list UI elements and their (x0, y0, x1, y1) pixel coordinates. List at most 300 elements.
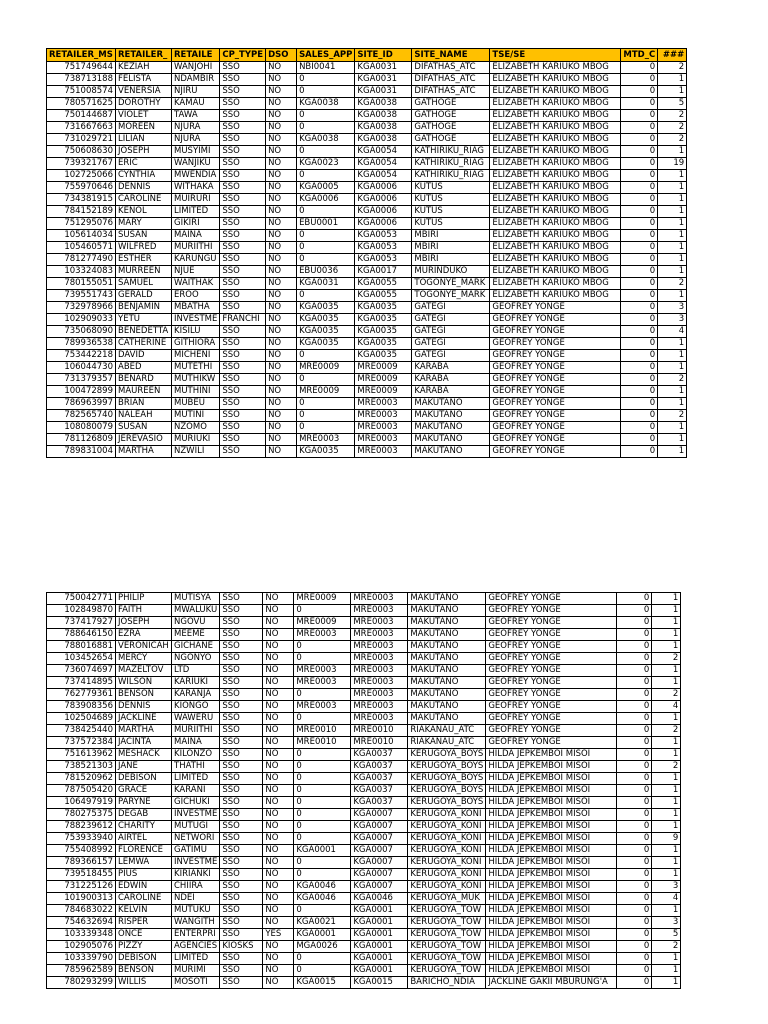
table-cell[interactable]: KGA0035 (355, 326, 412, 338)
table-cell[interactable]: NO (266, 122, 297, 134)
table-cell[interactable]: 784152189 (47, 206, 116, 218)
table-cell[interactable]: KIOSKS (220, 941, 263, 953)
table-cell[interactable]: MICHENI (172, 350, 220, 362)
table-cell[interactable]: MURIITHI (172, 242, 220, 254)
table-cell[interactable]: KARABA (412, 386, 490, 398)
table-cell[interactable]: FELISTA (116, 74, 172, 86)
table-cell[interactable]: MBIRI (412, 242, 490, 254)
table-cell[interactable]: 0 (621, 254, 658, 266)
table-cell[interactable]: KGA0031 (355, 86, 412, 98)
table-cell[interactable]: NJIRU (172, 86, 220, 98)
table-cell[interactable]: DIFATHAS_ATC (412, 62, 490, 74)
table-cell[interactable]: GATEGI (412, 338, 490, 350)
table-cell[interactable]: KGA0038 (355, 98, 412, 110)
table-cell[interactable]: 0 (621, 158, 658, 170)
table-cell[interactable]: SSO (220, 917, 263, 929)
table-cell[interactable]: NO (266, 86, 297, 98)
table-cell[interactable]: MURIITHI (172, 725, 220, 737)
table-cell[interactable]: KGA0037 (351, 797, 408, 809)
table-cell[interactable]: 0 (621, 98, 658, 110)
table-cell[interactable]: MRE0003 (294, 665, 351, 677)
table-cell[interactable]: SSO (220, 809, 263, 821)
table-cell[interactable]: GIKIRI (172, 218, 220, 230)
table-cell[interactable]: ENTERPRI (172, 929, 220, 941)
table-cell[interactable]: KERUGOYA_TOW (408, 965, 486, 977)
table-cell[interactable]: 1 (652, 977, 681, 989)
table-cell[interactable]: MRE0009 (355, 362, 412, 374)
table-cell[interactable]: 788646150 (47, 629, 116, 641)
table-cell[interactable]: SSO (220, 953, 263, 965)
table-cell[interactable]: 0 (617, 929, 652, 941)
table-cell[interactable]: 1 (652, 605, 681, 617)
table-cell[interactable]: MEEME (172, 629, 220, 641)
table-cell[interactable]: 0 (294, 713, 351, 725)
table-cell[interactable]: 750042771 (47, 593, 116, 605)
table-cell[interactable]: 0 (294, 809, 351, 821)
table-cell[interactable]: 0 (621, 302, 658, 314)
table-cell[interactable]: 4 (652, 893, 681, 905)
table-cell[interactable]: GEOFREY YONGE (486, 641, 617, 653)
table-cell[interactable]: HILDA JEPKEMBOI MISOI (486, 965, 617, 977)
table-cell[interactable]: LEMWA (116, 857, 172, 869)
table-cell[interactable]: KERUGOYA_KONI (408, 845, 486, 857)
table-cell[interactable]: NO (263, 749, 294, 761)
table-cell[interactable]: KGA0001 (351, 905, 408, 917)
table-cell[interactable]: 0 (294, 857, 351, 869)
table-cell[interactable]: NO (266, 446, 297, 458)
table-cell[interactable]: 0 (621, 74, 658, 86)
table-cell[interactable]: CATHERINE (116, 338, 172, 350)
table-cell[interactable]: KGA0001 (351, 917, 408, 929)
table-cell[interactable]: KGA0007 (351, 833, 408, 845)
table-cell[interactable]: BENEDETTA (116, 326, 172, 338)
table-cell[interactable]: KGA0007 (351, 857, 408, 869)
table-cell[interactable]: GRACE (116, 785, 172, 797)
table-cell[interactable]: KGA0023 (297, 158, 355, 170)
table-cell[interactable]: KGA0007 (351, 809, 408, 821)
table-cell[interactable]: KERUGOYA_BOYS (408, 761, 486, 773)
table-cell[interactable]: NO (266, 182, 297, 194)
table-cell[interactable]: MURIMI (172, 965, 220, 977)
table-cell[interactable]: GEOFREY YONGE (490, 338, 621, 350)
table-cell[interactable]: SSO (220, 218, 266, 230)
table-cell[interactable]: SSO (220, 893, 263, 905)
table-cell[interactable]: 1 (658, 146, 687, 158)
table-cell[interactable]: MUBEU (172, 398, 220, 410)
table-cell[interactable]: 103452654 (47, 653, 116, 665)
table-cell[interactable]: MAINA (172, 737, 220, 749)
table-cell[interactable]: NO (266, 326, 297, 338)
table-cell[interactable]: NGOVU (172, 617, 220, 629)
table-cell[interactable]: ELIZABETH KARIUKO MBOG (490, 278, 621, 290)
table-cell[interactable]: NO (266, 194, 297, 206)
table-cell[interactable]: SSO (220, 206, 266, 218)
table-cell[interactable]: NDAMBIR (172, 74, 220, 86)
table-cell[interactable]: NO (266, 134, 297, 146)
table-cell[interactable]: KGA0007 (351, 881, 408, 893)
table-cell[interactable]: 0 (294, 953, 351, 965)
table-cell[interactable]: NO (266, 146, 297, 158)
table-cell[interactable]: KGA0037 (351, 773, 408, 785)
table-cell[interactable]: KERUGOYA_KONI (408, 869, 486, 881)
table-cell[interactable]: WILSON (116, 677, 172, 689)
table-cell[interactable]: 0 (617, 641, 652, 653)
table-cell[interactable]: 100472899 (47, 386, 116, 398)
table-cell[interactable]: SUSAN (116, 422, 172, 434)
table-cell[interactable]: AIRTEL (116, 833, 172, 845)
table-cell[interactable]: 1 (658, 398, 687, 410)
table-cell[interactable]: KERUGOYA_BOYS (408, 797, 486, 809)
table-cell[interactable]: SSO (220, 641, 263, 653)
table-cell[interactable]: NO (263, 833, 294, 845)
table-cell[interactable]: KGA0035 (355, 302, 412, 314)
table-cell[interactable]: NO (266, 314, 297, 326)
table-cell[interactable]: GATEGI (412, 302, 490, 314)
table-cell[interactable]: 0 (297, 410, 355, 422)
table-cell[interactable]: SSO (220, 254, 266, 266)
table-cell[interactable]: NO (263, 953, 294, 965)
table-cell[interactable]: ELIZABETH KARIUKO MBOG (490, 194, 621, 206)
table-cell[interactable]: HILDA JEPKEMBOI MISOI (486, 929, 617, 941)
table-cell[interactable]: 731667663 (47, 122, 116, 134)
table-cell[interactable]: NJURA (172, 122, 220, 134)
table-cell[interactable]: KGA0046 (294, 893, 351, 905)
table-cell[interactable]: MRE0003 (355, 410, 412, 422)
table-cell[interactable]: GATEGI (412, 326, 490, 338)
table-cell[interactable]: 102905076 (47, 941, 116, 953)
table-cell[interactable]: JEREVASIO (116, 434, 172, 446)
table-cell[interactable]: MRE0003 (351, 593, 408, 605)
table-cell[interactable]: SSO (220, 398, 266, 410)
table-cell[interactable]: MAKUTANO (412, 398, 490, 410)
table-cell[interactable]: NO (263, 653, 294, 665)
table-cell[interactable]: 762779361 (47, 689, 116, 701)
table-cell[interactable]: LIMITED (172, 953, 220, 965)
table-cell[interactable]: SSO (220, 374, 266, 386)
table-cell[interactable]: RIAKANAU_ATC (408, 725, 486, 737)
table-cell[interactable]: INVESTME (172, 809, 220, 821)
table-cell[interactable]: 2 (658, 62, 687, 74)
table-cell[interactable]: 102909033 (47, 314, 116, 326)
table-cell[interactable]: 1 (658, 362, 687, 374)
table-cell[interactable]: 1 (652, 665, 681, 677)
table-cell[interactable]: NO (263, 845, 294, 857)
table-cell[interactable]: GEOFREY YONGE (490, 362, 621, 374)
table-cell[interactable]: KGA0001 (351, 941, 408, 953)
table-cell[interactable]: GEOFREY YONGE (490, 374, 621, 386)
table-cell[interactable]: 0 (297, 374, 355, 386)
table-cell[interactable]: NO (266, 266, 297, 278)
table-cell[interactable]: SSO (220, 86, 266, 98)
table-cell[interactable]: SSO (220, 134, 266, 146)
table-cell[interactable]: NJUE (172, 266, 220, 278)
table-cell[interactable]: KGA0038 (355, 122, 412, 134)
table-cell[interactable]: NO (266, 74, 297, 86)
table-cell[interactable]: KGA0038 (355, 134, 412, 146)
table-cell[interactable]: JOSEPH (116, 146, 172, 158)
table-cell[interactable]: NO (263, 905, 294, 917)
table-cell[interactable]: GEOFREY YONGE (486, 593, 617, 605)
table-cell[interactable]: SSO (220, 170, 266, 182)
table-cell[interactable]: MRE0003 (351, 689, 408, 701)
table-cell[interactable]: SSO (220, 230, 266, 242)
table-cell[interactable]: SSO (220, 62, 266, 74)
table-cell[interactable]: 755970646 (47, 182, 116, 194)
table-cell[interactable]: MBATHA (172, 302, 220, 314)
table-cell[interactable]: MRE0003 (297, 434, 355, 446)
table-cell[interactable]: KGA0037 (351, 785, 408, 797)
table-cell[interactable]: GEOFREY YONGE (490, 386, 621, 398)
table-cell[interactable]: NO (266, 218, 297, 230)
table-cell[interactable]: MRE0003 (355, 434, 412, 446)
table-cell[interactable]: 0 (297, 242, 355, 254)
header-cell[interactable]: RETAILER_ (116, 49, 172, 62)
table-cell[interactable]: FLORENCE (116, 845, 172, 857)
table-cell[interactable]: MRE0003 (351, 629, 408, 641)
table-cell[interactable]: SSO (220, 158, 266, 170)
table-cell[interactable]: GEOFREY YONGE (490, 410, 621, 422)
table-cell[interactable]: SSO (220, 797, 263, 809)
table-cell[interactable]: ELIZABETH KARIUKO MBOG (490, 146, 621, 158)
table-cell[interactable]: GERALD (116, 290, 172, 302)
table-cell[interactable]: INVESTME (172, 314, 220, 326)
table-cell[interactable]: 1 (658, 338, 687, 350)
table-cell[interactable]: NO (266, 230, 297, 242)
table-cell[interactable]: YETU (116, 314, 172, 326)
table-cell[interactable]: 5 (658, 98, 687, 110)
table-cell[interactable]: ELIZABETH KARIUKO MBOG (490, 230, 621, 242)
table-cell[interactable]: 0 (621, 146, 658, 158)
table-cell[interactable]: ELIZABETH KARIUKO MBOG (490, 266, 621, 278)
table-cell[interactable]: KARUNGU (172, 254, 220, 266)
table-cell[interactable]: 0 (621, 230, 658, 242)
table-cell[interactable]: 1 (652, 965, 681, 977)
table-cell[interactable]: 4 (652, 701, 681, 713)
table-cell[interactable]: GEOFREY YONGE (486, 737, 617, 749)
table-cell[interactable]: 0 (617, 677, 652, 689)
table-cell[interactable]: NO (266, 206, 297, 218)
table-cell[interactable]: NO (263, 977, 294, 989)
table-cell[interactable]: ELIZABETH KARIUKO MBOG (490, 242, 621, 254)
table-cell[interactable]: KGA0021 (294, 917, 351, 929)
table-cell[interactable]: GITHIORA (172, 338, 220, 350)
table-cell[interactable]: VERONICAH (116, 641, 172, 653)
table-cell[interactable]: 108080079 (47, 422, 116, 434)
table-cell[interactable]: 1 (658, 290, 687, 302)
table-cell[interactable]: MAKUTANO (408, 629, 486, 641)
table-cell[interactable]: 735068090 (47, 326, 116, 338)
table-cell[interactable]: 0 (621, 242, 658, 254)
table-cell[interactable]: KGA0053 (355, 254, 412, 266)
table-cell[interactable]: MAKUTANO (412, 422, 490, 434)
table-cell[interactable]: ELIZABETH KARIUKO MBOG (490, 206, 621, 218)
table-cell[interactable]: KARANJA (172, 689, 220, 701)
table-cell[interactable]: 1 (652, 677, 681, 689)
table-cell[interactable]: ELIZABETH KARIUKO MBOG (490, 62, 621, 74)
table-cell[interactable]: ELIZABETH KARIUKO MBOG (490, 170, 621, 182)
table-cell[interactable]: 1 (652, 629, 681, 641)
table-cell[interactable]: 0 (297, 254, 355, 266)
table-cell[interactable]: KARANI (172, 785, 220, 797)
table-cell[interactable]: 0 (617, 605, 652, 617)
table-cell[interactable]: KGA0001 (351, 965, 408, 977)
table-cell[interactable]: 781520962 (47, 773, 116, 785)
table-cell[interactable]: KGA0037 (351, 749, 408, 761)
table-cell[interactable]: GICHANE (172, 641, 220, 653)
table-cell[interactable]: KGA0053 (355, 230, 412, 242)
table-cell[interactable]: 1 (652, 713, 681, 725)
table-cell[interactable]: KARIUKI (172, 677, 220, 689)
table-cell[interactable]: GEOFREY YONGE (490, 314, 621, 326)
table-cell[interactable]: NO (266, 350, 297, 362)
table-cell[interactable]: NO (266, 242, 297, 254)
table-cell[interactable]: NO (263, 809, 294, 821)
table-cell[interactable]: GATHOGE (412, 134, 490, 146)
table-cell[interactable]: GEOFREY YONGE (490, 434, 621, 446)
table-cell[interactable]: SSO (220, 857, 263, 869)
table-cell[interactable]: 784683022 (47, 905, 116, 917)
table-cell[interactable]: 1 (652, 641, 681, 653)
table-cell[interactable]: MRE0003 (351, 641, 408, 653)
table-cell[interactable]: EBU0001 (297, 218, 355, 230)
table-cell[interactable]: SSO (220, 290, 266, 302)
table-cell[interactable]: KGA0035 (355, 314, 412, 326)
table-cell[interactable]: GATHOGE (412, 110, 490, 122)
table-cell[interactable]: 1 (652, 869, 681, 881)
table-cell[interactable]: 0 (617, 833, 652, 845)
table-cell[interactable]: MRE0003 (355, 398, 412, 410)
table-cell[interactable]: SSO (220, 182, 266, 194)
table-cell[interactable]: 789831004 (47, 446, 116, 458)
table-cell[interactable]: 787505420 (47, 785, 116, 797)
table-cell[interactable]: NO (266, 302, 297, 314)
table-cell[interactable]: CHARITY (116, 821, 172, 833)
table-cell[interactable]: NO (263, 665, 294, 677)
table-cell[interactable]: 0 (621, 206, 658, 218)
table-cell[interactable]: 102504689 (47, 713, 116, 725)
table-cell[interactable]: SSO (220, 278, 266, 290)
table-cell[interactable]: HILDA JEPKEMBOI MISOI (486, 797, 617, 809)
table-cell[interactable]: TOGONYE_MARK (412, 290, 490, 302)
table-cell[interactable]: MRE0003 (355, 446, 412, 458)
table-cell[interactable]: PHILIP (116, 593, 172, 605)
table-cell[interactable]: MRE0003 (355, 422, 412, 434)
table-cell[interactable]: NALEAH (116, 410, 172, 422)
table-cell[interactable]: MUTETHI (172, 362, 220, 374)
table-cell[interactable]: MAKUTANO (412, 410, 490, 422)
table-cell[interactable]: MOSOTI (172, 977, 220, 989)
table-cell[interactable]: DEGAB (116, 809, 172, 821)
table-cell[interactable]: SSO (220, 689, 263, 701)
table-cell[interactable]: ELIZABETH KARIUKO MBOG (490, 254, 621, 266)
table-cell[interactable]: MBIRI (412, 254, 490, 266)
table-cell[interactable]: DAVID (116, 350, 172, 362)
table-cell[interactable]: WAWERU (172, 713, 220, 725)
table-cell[interactable]: 0 (294, 641, 351, 653)
table-cell[interactable]: SSO (220, 629, 263, 641)
table-cell[interactable]: KERUGOYA_KONI (408, 857, 486, 869)
table-cell[interactable]: KGA0006 (355, 194, 412, 206)
table-cell[interactable]: KISILU (172, 326, 220, 338)
table-cell[interactable]: KGA0001 (351, 929, 408, 941)
table-cell[interactable]: HILDA JEPKEMBOI MISOI (486, 845, 617, 857)
table-cell[interactable]: 732978966 (47, 302, 116, 314)
table-cell[interactable]: 2 (652, 725, 681, 737)
table-cell[interactable]: YES (263, 929, 294, 941)
table-cell[interactable]: 2 (652, 689, 681, 701)
table-cell[interactable]: 0 (617, 965, 652, 977)
table-cell[interactable]: MGA0026 (294, 941, 351, 953)
table-cell[interactable]: MRE0009 (297, 386, 355, 398)
table-cell[interactable]: NO (266, 398, 297, 410)
table-cell[interactable]: HILDA JEPKEMBOI MISOI (486, 833, 617, 845)
table-cell[interactable]: MRE0003 (294, 677, 351, 689)
table-cell[interactable]: SSO (220, 617, 263, 629)
table-cell[interactable]: MURIUKI (172, 434, 220, 446)
table-cell[interactable]: MUTUGI (172, 821, 220, 833)
table-cell[interactable]: 0 (617, 653, 652, 665)
table-cell[interactable]: KGA0007 (351, 821, 408, 833)
table-cell[interactable]: 0 (621, 362, 658, 374)
table-cell[interactable]: MWENDIA (172, 170, 220, 182)
table-cell[interactable]: SSO (220, 749, 263, 761)
table-cell[interactable]: MAKUTANO (408, 677, 486, 689)
table-cell[interactable]: 0 (617, 785, 652, 797)
table-cell[interactable]: MUSYIMI (172, 146, 220, 158)
table-cell[interactable]: KGA0035 (297, 338, 355, 350)
table-cell[interactable]: 103324083 (47, 266, 116, 278)
table-cell[interactable]: BRIAN (116, 398, 172, 410)
table-cell[interactable]: KGA0053 (355, 242, 412, 254)
table-cell[interactable]: NO (263, 761, 294, 773)
table-cell[interactable]: ELIZABETH KARIUKO MBOG (490, 74, 621, 86)
table-cell[interactable]: 736074697 (47, 665, 116, 677)
table-cell[interactable]: LILIAN (116, 134, 172, 146)
table-cell[interactable]: KERUGOYA_TOW (408, 929, 486, 941)
table-cell[interactable]: NO (263, 797, 294, 809)
table-cell[interactable]: 1 (652, 953, 681, 965)
table-cell[interactable]: 0 (617, 821, 652, 833)
table-cell[interactable]: DEBISON (116, 953, 172, 965)
table-cell[interactable]: ELIZABETH KARIUKO MBOG (490, 86, 621, 98)
table-cell[interactable]: ELIZABETH KARIUKO MBOG (490, 158, 621, 170)
table-cell[interactable]: SSO (220, 653, 263, 665)
table-cell[interactable]: 1 (658, 170, 687, 182)
table-cell[interactable]: 1 (658, 350, 687, 362)
table-cell[interactable]: 0 (294, 797, 351, 809)
table-cell[interactable]: JOSEPH (116, 617, 172, 629)
table-cell[interactable]: PARYNE (116, 797, 172, 809)
table-cell[interactable]: KILONZO (172, 749, 220, 761)
table-cell[interactable]: HILDA JEPKEMBOI MISOI (486, 941, 617, 953)
table-cell[interactable]: GEOFREY YONGE (486, 725, 617, 737)
table-cell[interactable]: 0 (297, 230, 355, 242)
table-cell[interactable]: ESTHER (116, 254, 172, 266)
table-cell[interactable]: HILDA JEPKEMBOI MISOI (486, 785, 617, 797)
table-cell[interactable]: NO (263, 965, 294, 977)
header-cell[interactable]: MTD_C (621, 49, 658, 62)
table-cell[interactable]: 2 (652, 941, 681, 953)
table-cell[interactable]: NO (266, 98, 297, 110)
table-cell[interactable]: 0 (297, 86, 355, 98)
table-cell[interactable]: MAKUTANO (408, 641, 486, 653)
table-cell[interactable]: 1 (658, 86, 687, 98)
table-cell[interactable]: SSO (220, 845, 263, 857)
table-cell[interactable]: MAKUTANO (408, 689, 486, 701)
table-cell[interactable]: MARY (116, 218, 172, 230)
table-cell[interactable]: 0 (621, 62, 658, 74)
table-cell[interactable]: HILDA JEPKEMBOI MISOI (486, 821, 617, 833)
